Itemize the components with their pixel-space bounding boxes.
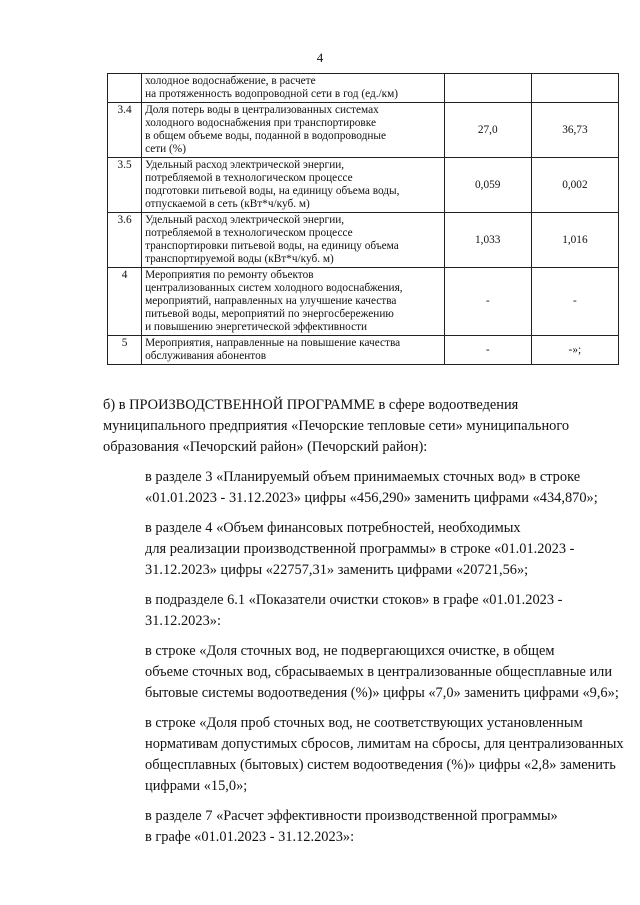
text-line: в строке «Доля сточных вод, не подвергающихся очистке, в общем — [145, 643, 555, 659]
text-line: нормативам допустимых сбросов, лимитам на сбросы, для централизованных — [145, 736, 624, 752]
paragraph-untreated-share — [103, 641, 619, 704]
text-line: бытовые системы водоотведения (%)» цифры «7,0» заменить цифрами «9,6»; — [145, 685, 619, 701]
description-line: обслуживания абонентов — [145, 350, 267, 362]
description-line: централизованных систем холодного водоснабжения, — [145, 282, 403, 294]
table-row — [108, 103, 619, 158]
table-row — [108, 336, 619, 365]
row-value-fact: -»; — [531, 336, 618, 365]
description-line: Удельный расход электрической энергии, — [145, 214, 345, 226]
description-line: подготовки питьевой воды, на единицу объема воды, — [145, 185, 400, 197]
table-row — [108, 158, 619, 213]
description-line: на протяженность водопроводной сети в год (ед./км) — [145, 88, 399, 100]
text-line: для реализации производственной программы» в строке «01.01.2023 - — [145, 541, 575, 557]
table-row — [108, 74, 619, 103]
row-value-fact: 1,016 — [531, 213, 618, 268]
row-value-plan: 1,033 — [444, 213, 531, 268]
description-line: холодное водоснабжение, в расчете — [145, 75, 316, 87]
description-line: Доля потерь воды в централизованных системах — [145, 104, 379, 116]
text-line: 31.12.2023» цифры «22757,31» заменить цифрами «20721,56»; — [145, 562, 529, 578]
page-number: 4 — [316, 50, 324, 65]
text-line: 31.12.2023»: — [145, 613, 221, 629]
row-value-plan: 27,0 — [444, 103, 531, 158]
description-line: холодного водоснабжения при транспортировке — [145, 117, 376, 129]
description-line: транспортировки питьевой воды, на единицу объема — [145, 240, 399, 252]
text-line: в разделе 4 «Объем финансовых потребностей, необходимых — [145, 520, 521, 536]
description-line: Мероприятия по ремонту объектов — [145, 269, 314, 281]
text-line: цифрами «15,0»; — [145, 778, 248, 794]
description-line: Удельный расход электрической энергии, — [145, 159, 345, 171]
row-description — [142, 103, 445, 158]
row-number: 3.6 — [108, 213, 142, 268]
row-value-fact: 0,002 — [531, 158, 618, 213]
row-value-plan: - — [444, 268, 531, 336]
text-line: «01.01.2023 - 31.12.2023» цифры «456,290» заменить цифрами «434,870»; — [145, 490, 598, 506]
description-line: Мероприятия, направленные на повышение качества — [145, 337, 401, 349]
row-value-plan — [444, 74, 531, 103]
row-description — [142, 213, 445, 268]
description-line: потребляемой в технологическом процессе — [145, 227, 353, 239]
description-line: питьевой воды, мероприятий по энергосбережению — [145, 308, 394, 320]
row-number: 5 — [108, 336, 142, 365]
description-line: потребляемой в технологическом процессе — [145, 172, 353, 184]
paragraph-section-7 — [103, 806, 615, 848]
text-line: в графе «01.01.2023 - 31.12.2023»: — [145, 829, 355, 845]
body-text — [103, 395, 624, 857]
paragraph-section-4 — [103, 518, 615, 581]
row-description — [142, 74, 445, 103]
paragraph-production-program — [103, 395, 615, 458]
text-line: в разделе 7 «Расчет эффективности производственной программы» — [145, 808, 558, 824]
description-line: и повышению энергетической эффективности — [145, 321, 368, 333]
row-value-fact: 36,73 — [531, 103, 618, 158]
row-value-plan: - — [444, 336, 531, 365]
paragraph-subsection-6-1 — [103, 590, 615, 632]
description-line: транспортируемой воды (кВт*ч/куб. м) — [145, 253, 334, 265]
row-description — [142, 268, 445, 336]
row-number: 3.5 — [108, 158, 142, 213]
row-description — [142, 158, 445, 213]
text-line: б) в ПРОИЗВОДСТВЕННОЙ ПРОГРАММЕ в сфере водоотведения — [103, 397, 519, 413]
description-line: в общем объеме воды, поданной в водопроводные — [145, 130, 387, 142]
description-line: сети (%) — [145, 143, 186, 155]
row-number: 3.4 — [108, 103, 142, 158]
row-description — [142, 336, 445, 365]
text-line: муниципального предприятия «Печорские тепловые сети» муниципального — [103, 418, 570, 434]
table-row — [108, 268, 619, 336]
text-line: объеме сточных вод, сбрасываемых в централизованные общесплавные или — [145, 664, 613, 680]
text-line: в разделе 3 «Планируемый объем принимаемых сточных вод» в строке — [145, 469, 581, 485]
program-table — [107, 73, 619, 365]
paragraph-samples-share — [103, 713, 624, 797]
row-value-fact — [531, 74, 618, 103]
row-number: 4 — [108, 268, 142, 336]
text-line: общесплавных (бытовых) систем водоотведения (%)» цифры «2,8» заменить — [145, 757, 616, 773]
row-number — [108, 74, 142, 103]
description-line: мероприятий, направленных на улучшение качества — [145, 295, 397, 307]
text-line: в подразделе 6.1 «Показатели очистки стоков» в графе «01.01.2023 - — [145, 592, 563, 608]
text-line: в строке «Доля проб сточных вод, не соответствующих установленным — [145, 715, 583, 731]
row-value-plan: 0,059 — [444, 158, 531, 213]
description-line: отпускаемой в сеть (кВт*ч/куб. м) — [145, 198, 310, 210]
row-value-fact: - — [531, 268, 618, 336]
text-line: образования «Печорский район» (Печорский район): — [103, 439, 428, 455]
table-row — [108, 213, 619, 268]
paragraph-section-3 — [103, 467, 615, 509]
